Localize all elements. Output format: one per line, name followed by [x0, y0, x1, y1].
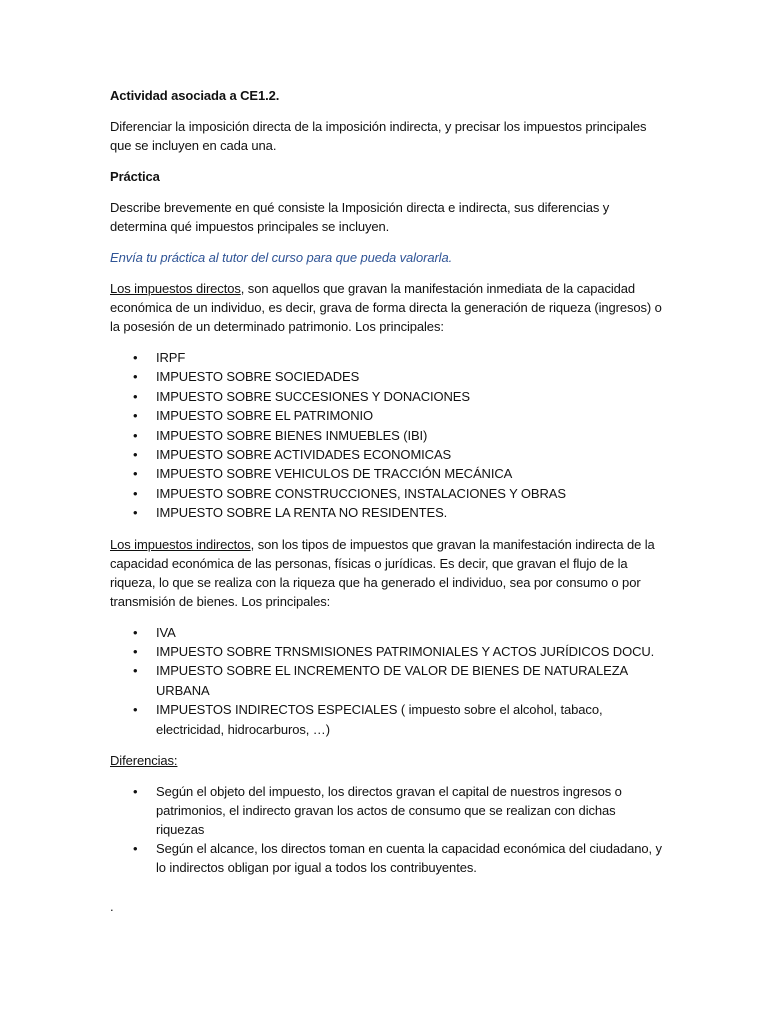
intro-paragraph: Diferenciar la imposición directa de la imposición indirecta, y precisar los impuestos principales que se incluyen en cada una.	[110, 119, 647, 153]
list-item: • IVA	[110, 623, 662, 642]
bullet-icon: •	[133, 408, 138, 424]
trailing-mark: .	[110, 899, 114, 914]
bullet-icon: •	[133, 624, 138, 640]
direct-taxes-term: Los impuestos directos	[110, 281, 241, 296]
indirect-taxes-paragraph	[110, 535, 662, 611]
list-item: • IMPUESTO SOBRE LA RENTA NO RESIDENTES.	[110, 503, 662, 522]
indirect-taxes-text: , son los tipos de impuestos que gravan la manifestación indirecta de la capacidad económica de las personas, físicas o jurídicas. Es decir, que gravan el flujo de la riqueza, lo que se realiza con la riqueza que ha generado el individuo, sea por consumo o por transmisión de bienes. Los principales:	[110, 536, 655, 609]
direct-taxes-text: , son aquellos que gravan la manifestación inmediata de la capacidad económica de un individuo, es decir, grava de forma directa la generación de riqueza (ingresos) o la posesión de un determinado patrimonio. Los principales:	[110, 281, 662, 334]
send-note: Envía tu práctica al tutor del curso para que pueda valorarla.	[110, 250, 453, 265]
list-item: • IRPF	[110, 348, 662, 367]
list-item: • IMPUESTO SOBRE ACTIVIDADES ECONOMICAS	[110, 445, 662, 464]
practice-heading: Práctica	[110, 169, 160, 184]
practice-paragraph: Describe brevemente en qué consiste la Imposición directa e indirecta, sus diferencias y determina qué impuestos principales se incluyen.	[110, 200, 610, 234]
bullet-icon: •	[133, 388, 138, 404]
indirect-taxes-term: Los impuestos indirectos	[110, 536, 251, 552]
list-item: • IMPUESTO SOBRE VEHICULOS DE TRACCIÓN MECÁNICA	[110, 464, 662, 483]
list-item: • Según el alcance, los directos toman en cuenta la capacidad económica del ciudadano, y lo indirectos obligan por igual a todos los contribuyentes.	[133, 841, 662, 876]
list-item: • IMPUESTO SOBRE BIENES INMUEBLES (IBI)	[110, 426, 662, 445]
bullet-icon: •	[133, 505, 138, 521]
list-item: • IMPUESTO SOBRE EL PATRIMONIO	[110, 406, 662, 425]
list-item: • Según el objeto del impuesto, los directos gravan el capital de nuestros ingresos o patrimonios, el indirecto gravan los actos de consumo que se realizan con dichas riquezas	[133, 784, 622, 838]
list-item: • IMPUESTO SOBRE EL INCREMENTO DE VALOR DE BIENES DE NATURALEZA URBANA	[133, 663, 628, 698]
bullet-icon: •	[133, 841, 138, 857]
bullet-icon: •	[133, 702, 138, 718]
bullet-icon: •	[133, 784, 138, 800]
activity-heading: Actividad asociada a CE1.2.	[110, 88, 280, 103]
bullet-icon: •	[133, 644, 138, 660]
differences-heading: Diferencias:	[110, 753, 178, 769]
list-item: • IMPUESTO SOBRE SOCIEDADES	[110, 367, 662, 386]
bullet-icon: •	[133, 350, 138, 365]
differences-list	[110, 782, 662, 877]
list-item: • IMPUESTO SOBRE TRNSMISIONES PATRIMONIALES Y ACTOS JURÍDICOS DOCU.	[110, 642, 662, 661]
document-page	[110, 86, 662, 889]
bullet-icon: •	[133, 447, 138, 463]
indirect-taxes-list	[110, 623, 662, 739]
bullet-icon: •	[133, 466, 138, 482]
list-item: • IMPUESTO SOBRE SUCCESIONES Y DONACIONES	[110, 387, 662, 406]
list-item: • IMPUESTOS INDIRECTOS ESPECIALES ( impuesto sobre el alcohol, tabaco, electricidad, hidrocarburos, …)	[133, 702, 603, 737]
bullet-icon: •	[133, 427, 138, 443]
direct-taxes-list	[110, 348, 662, 523]
bullet-icon: •	[133, 663, 138, 679]
bullet-icon: •	[133, 485, 138, 501]
list-item: • IMPUESTO SOBRE CONSTRUCCIONES, INSTALACIONES Y OBRAS	[110, 484, 662, 503]
bullet-icon: •	[133, 369, 138, 385]
direct-taxes-paragraph	[110, 279, 662, 336]
